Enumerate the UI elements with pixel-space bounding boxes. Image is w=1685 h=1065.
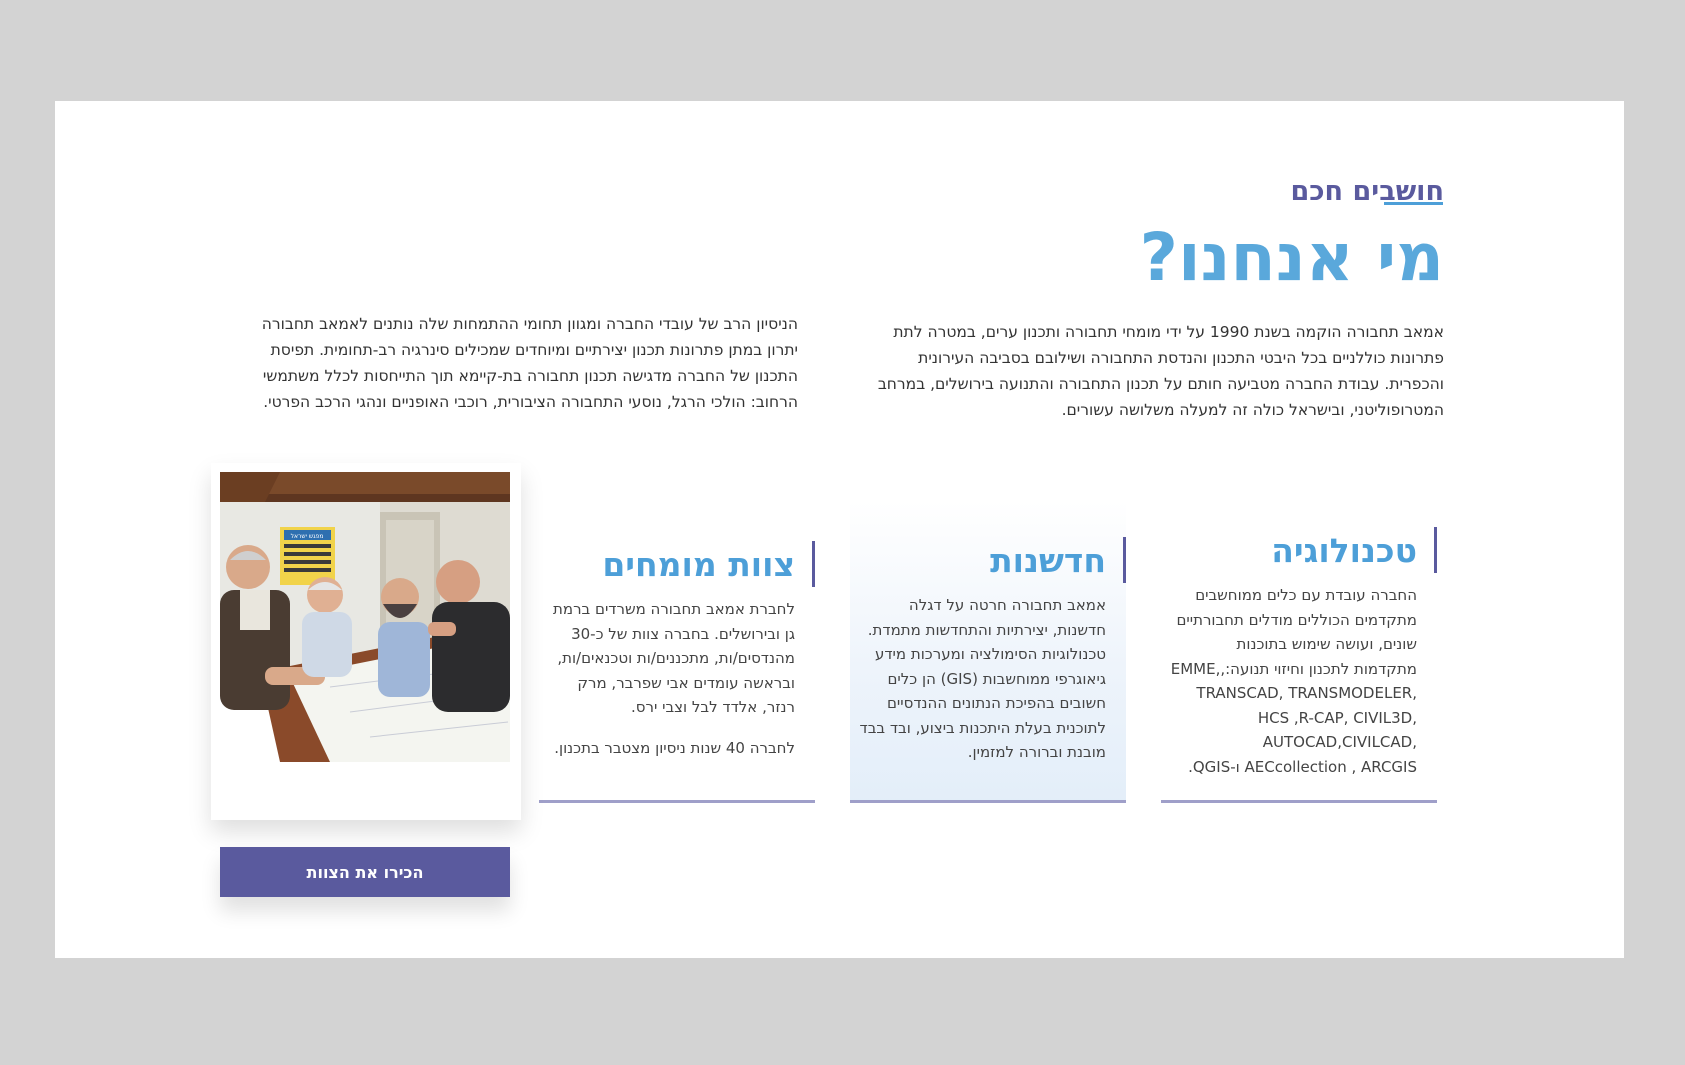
intro-paragraph-left: הניסיון הרב של עובדי החברה ומגוון תחומי ההתמחות שלה נותנים לאמאב תחבורה יתרון במתן פתרונות תכנון יצירתיים ומיוחדים שמכילים סינרגיה רב-תחומית. תפיסת התכנון של החברה מדגישה תכנון תחבורה בת-קיימא תוך התייחסות לכלל משתמשי הרחוב: הולכי הרגל, נוסעי התחבורה הציבורית, רוכבי האופניים ונהגי הרכב הפרטי. <box>261 315 798 411</box>
card-team-body-paragraph: לחברה 40 שנות ניסיון מצטבר בתכנון. <box>554 738 795 757</box>
card-team-body <box>547 597 795 760</box>
card-innovation <box>850 501 1126 803</box>
card-team-body-paragraph: לחברת אמאב תחבורה משרדים ברמת גן ובירושלים. בחברה צוות של כ-30 מהנדסים/ות, מתכננים/ות וטכנאים/ות, ובראשה עומדים אבי שפרבר, מרק רנזר, אלדד לבל וצבי ירס. <box>553 600 795 716</box>
section-eyebrow: חושבים חכם <box>1290 176 1444 207</box>
meet-the-team-button[interactable]: הכירו את הצוות <box>220 847 510 897</box>
page-title: מי אנחנו? <box>1139 219 1444 296</box>
team-photo <box>220 472 510 762</box>
card-technology-body: החברה עובדת עם כלים ממוחשבים מתקדמים הכוללים מודלים תחבורתיים שונים, ועושה שימוש בתוכנות מתקדמות לתכנון וחיזוי תנועה:,EMME, TRANSCAD, TRANSMODELER, HCS ,R-CAP, CIVIL3D, AUTOCAD,CIVILCAD, AECcollection , ARCGIS ו-QGIS. <box>1170 586 1417 776</box>
card-team <box>539 501 815 803</box>
about-section <box>55 101 1624 958</box>
card-accent-bar <box>1123 537 1126 583</box>
card-innovation-title: חדשנות <box>990 541 1106 580</box>
card-divider <box>850 800 1126 803</box>
card-divider <box>539 800 815 803</box>
card-technology <box>1161 501 1437 803</box>
intro-paragraph-right: אמאב תחבורה הוקמה בשנת 1990 על ידי מומחי תחבורה ותכנון ערים, במטרה לתת פתרונות כוללניים בכל היבטי התכנון והנדסת התחבורה ושילובם בסביבה העירונית והכפרית. עבודת החברה מטביעה חותם על תכנון התחבורה והתנועה בירושלים, במרחב המטרופוליטני, ובישראל כולה זה למעלה משלושה עשורים. <box>877 323 1444 419</box>
card-technology-title: טכנולוגיה <box>1271 531 1417 570</box>
photo-sign-text: מפגש ישראל <box>290 533 324 540</box>
card-divider <box>1161 800 1437 803</box>
card-accent-bar <box>812 541 815 587</box>
card-accent-bar <box>1434 527 1437 573</box>
card-innovation-body: אמאב תחבורה חרטה על דגלה חדשנות, יצירתיות והתחדשות מתמדת. טכנולוגיות הסימולציה ומערכות מידע גיאוגרפי ממוחשבות (GIS) הן כלים חשובים בהפיכת הנתונים ההנדסיים לתוכנית בעלת היתכנות ביצוע, ובד בבד מובנת וברורה למזמין. <box>859 596 1106 761</box>
team-photo-card <box>211 463 521 820</box>
card-team-title: צוות מומחים <box>602 545 795 584</box>
